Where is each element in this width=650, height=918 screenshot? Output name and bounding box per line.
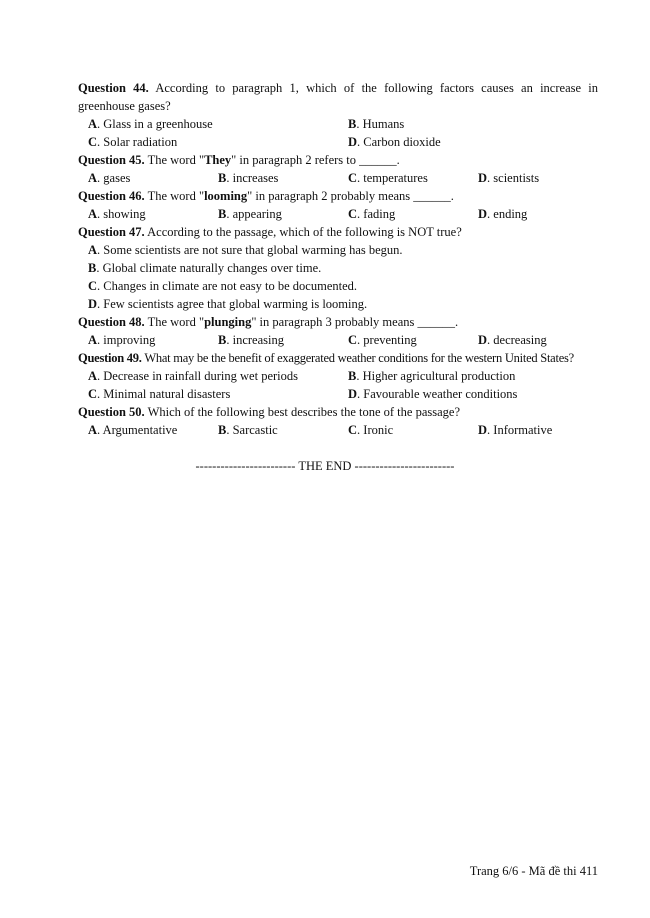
option-b: B. increases — [218, 171, 279, 185]
option-a: A. Argumentative — [88, 423, 178, 437]
options-row — [78, 367, 598, 385]
question-text: According to paragraph 1, which of the following factors causes an increase in greenhouse gases? — [78, 81, 598, 113]
option-b: B. Higher agricultural production — [348, 369, 516, 383]
option-c: C. preventing — [348, 333, 417, 347]
options-row — [78, 331, 598, 349]
option-d: D. Few scientists agree that global warming is looming. — [88, 297, 368, 311]
question-49 — [78, 349, 598, 367]
page-footer: Trang 6/6 - Mã đề thi 411 — [469, 864, 598, 878]
option-c: C. Solar radiation — [88, 135, 178, 149]
option-b: B. Global climate naturally changes over time. — [88, 261, 322, 275]
option-d: D. scientists — [478, 171, 540, 185]
option-d: D. ending — [478, 207, 528, 221]
question-text: According to the passage, which of the following is NOT true? — [144, 225, 462, 239]
question-label: Question 45. — [78, 153, 145, 167]
question-text: Which of the following best describes the tone of the passage? — [144, 405, 460, 419]
question-46: Question 46. The word "looming" in paragraph 2 probably means ______. — [78, 189, 454, 203]
question-label: Question 50. — [78, 405, 145, 419]
option-d: D. Favourable weather conditions — [348, 387, 518, 401]
question-48: Question 48. The word "plunging" in paragraph 3 probably means ______. — [78, 315, 459, 329]
options-row — [78, 421, 598, 439]
question-label: Question 44. — [78, 81, 149, 95]
option-c: C. Changes in climate are not easy to be documented. — [88, 279, 358, 293]
keyword: They — [204, 153, 232, 167]
option-a: A. Some scientists are not sure that global warming has begun. — [88, 243, 403, 257]
option-b: B. appearing — [218, 207, 282, 221]
options-row — [78, 115, 598, 133]
option-d: D. Carbon dioxide — [348, 135, 441, 149]
keyword: looming — [204, 189, 248, 203]
option-a: A. gases — [88, 171, 131, 185]
option-c: C. fading — [348, 207, 396, 221]
question-50 — [78, 403, 598, 421]
question-45: Question 45. The word "They" in paragraph 2 refers to ______. — [78, 153, 400, 167]
question-label: Question 46. — [78, 189, 145, 203]
option-a: A. showing — [88, 207, 146, 221]
option-a: A. Glass in a greenhouse — [88, 117, 213, 131]
options-row — [78, 205, 598, 223]
option-c: C. Minimal natural disasters — [88, 387, 231, 401]
option-b: B. increasing — [218, 333, 284, 347]
option-c: C. Ironic — [348, 423, 394, 437]
question-text: What may be the benefit of exaggerated weather conditions for the western United States? — [141, 351, 574, 365]
question-label: Question 48. — [78, 315, 145, 329]
the-end-marker: ------------------------ THE END ------------------------ — [195, 459, 455, 473]
option-d: D. decreasing — [478, 333, 547, 347]
options-row — [78, 385, 598, 403]
question-44 — [78, 79, 598, 115]
option-d: D. Informative — [478, 423, 553, 437]
option-a: A. Decrease in rainfall during wet periods — [88, 369, 298, 383]
options-row — [78, 169, 598, 187]
question-label: Question 47. — [78, 225, 145, 239]
option-a: A. improving — [88, 333, 156, 347]
options-row — [78, 133, 598, 151]
keyword: plunging — [204, 315, 252, 329]
option-b: B. Humans — [348, 117, 405, 131]
option-b: B. Sarcastic — [218, 423, 278, 437]
option-c: C. temperatures — [348, 171, 428, 185]
question-list — [78, 79, 598, 439]
question-47 — [78, 223, 598, 241]
question-label: Question 49. — [78, 351, 142, 365]
